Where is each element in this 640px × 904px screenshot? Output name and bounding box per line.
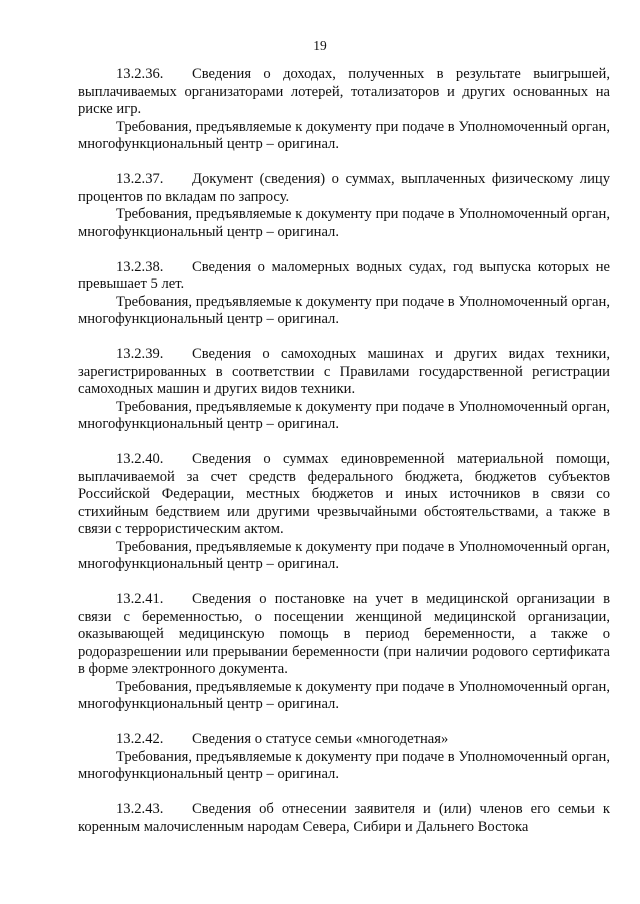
item-requirement: Требования, предъявляемые к документу при подаче в Уполномоченный орган, многофункциональный центр – оригинал. (78, 398, 610, 432)
item-requirement: Требования, предъявляемые к документу при подаче в Уполномоченный орган, многофункциональный центр – оригинал. (78, 293, 610, 327)
item-requirement: Требования, предъявляемые к документу при подаче в Уполномоченный орган, многофункциональный центр – оригинал. (78, 538, 610, 572)
item-paragraph (78, 171, 610, 206)
item-text: Документ (сведения) о суммах, выплаченных физическому лицу процентов по вкладам по запросу. (78, 171, 610, 205)
item-text: Сведения о постановке на учет в медицинской организации в связи с беременностью, о посещении женщиной медицинской организации, оказывающей медицинскую помощь в период беременности, а также о родоразрешении или прерывании беременности (при наличии родового сертификата в форме электронного документа. (78, 591, 610, 677)
item-text: Сведения о маломерных водных судах, год выпуска которых не превышает 5 лет. (78, 258, 610, 292)
item-text: Сведения о доходах, полученных в результате выигрышей, выплачиваемых организаторами лотерей, тотализаторов и других основанных на риске игр. (78, 66, 610, 117)
item-number: 13.2.36. (116, 66, 164, 82)
list-item (78, 731, 610, 784)
item-text: Сведения о статусе семьи «многодетная» (192, 731, 449, 747)
item-number: 13.2.39. (116, 346, 164, 362)
item-paragraph (78, 591, 610, 679)
item-number: 13.2.38. (116, 258, 164, 275)
item-paragraph (78, 66, 610, 119)
item-paragraph (78, 346, 610, 399)
list-item (78, 346, 610, 434)
item-paragraph (78, 259, 610, 294)
list-item (78, 259, 610, 329)
item-text: Сведения об отнесении заявителя и (или) членов его семьи к коренным малочисленным народам Севера, Сибири и Дальнего Востока (78, 801, 610, 835)
list-item (78, 591, 610, 714)
item-paragraph (78, 451, 610, 539)
item-number: 13.2.40. (116, 451, 164, 467)
item-number: 13.2.37. (116, 171, 164, 187)
list-item (78, 66, 610, 154)
item-paragraph (78, 801, 610, 836)
item-text: Сведения о самоходных машинах и других видах техники, зарегистрированных в соответствии с Правилами государственной регистрации самоходных машин и других видов техники. (78, 346, 610, 397)
item-number: 13.2.41. (116, 591, 164, 607)
item-requirement: Требования, предъявляемые к документу при подаче в Уполномоченный орган, многофункциональный центр – оригинал. (78, 118, 610, 152)
page-number: 19 (313, 38, 327, 53)
item-number: 13.2.43. (116, 801, 164, 817)
list-item (78, 171, 610, 241)
item-requirement: Требования, предъявляемые к документу при подаче в Уполномоченный орган, многофункциональный центр – оригинал. (78, 206, 610, 240)
item-requirement: Требования, предъявляемые к документу при подаче в Уполномоченный орган, многофункциональный центр – оригинал. (78, 678, 610, 712)
item-number: 13.2.42. (116, 731, 164, 747)
list-item (78, 801, 610, 836)
document-body (78, 66, 610, 854)
item-paragraph (78, 731, 610, 749)
item-requirement: Требования, предъявляемые к документу при подаче в Уполномоченный орган, многофункциональный центр – оригинал. (78, 748, 610, 782)
list-item (78, 451, 610, 574)
item-text: Сведения о суммах единовременной материальной помощи, выплачиваемой за счет средств федерального бюджета, бюджетов субъектов Российской Федерации, местных бюджетов и иных источников в связи со стихийным бедствием или другими чрезвычайными обстоятельствами, а также в связи с террористическим актом. (78, 451, 610, 537)
